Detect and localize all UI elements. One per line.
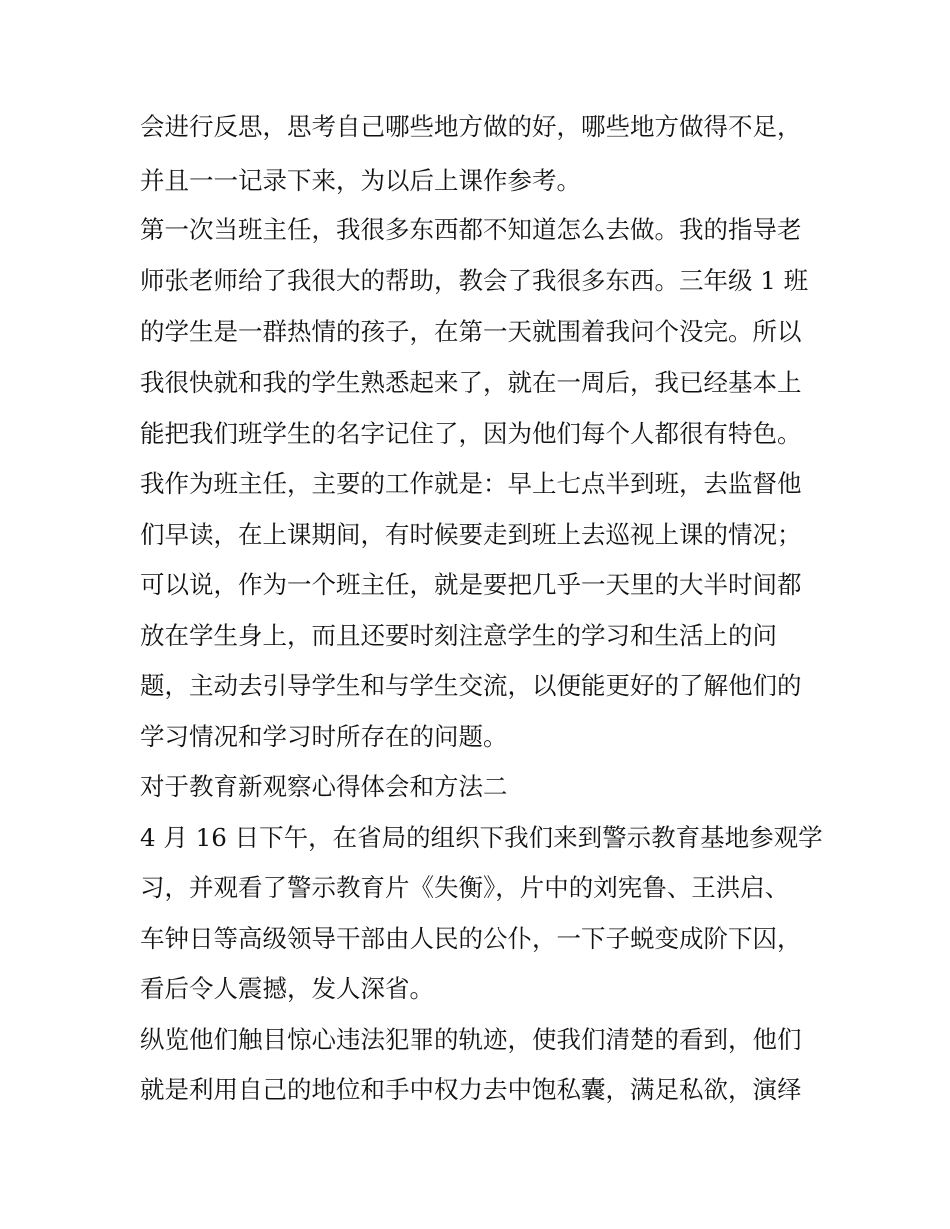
text-line: 会进行反思，思考自己哪些地方做的好，哪些地方做得不足， — [140, 112, 802, 141]
text-line: 放在学生身上，而且还要时刻注意学生的学习和生活上的问 — [140, 621, 777, 650]
text-line: 我很快就和我的学生熟悉起来了，就在一周后，我已经基本上 — [140, 368, 802, 397]
text-line: 车钟日等高级领导干部由人民的公仆，一下子蜕变成阶下囚， — [140, 924, 802, 953]
text-line: 学习情况和学习时所存在的问题。 — [140, 722, 508, 751]
text-line: 可以说，作为一个班主任，就是要把几乎一天里的大半时间都 — [140, 570, 802, 599]
text-line: 们早读，在上课期间，有时候要走到班上去巡视上课的情况； — [140, 520, 802, 549]
text-line: 4 月 16 日下午，在省局的组织下我们来到警示教育基地参观学 — [140, 823, 823, 852]
text-line: 纵览他们触目惊心违法犯罪的轨迹，使我们清楚的看到，他们 — [140, 1025, 802, 1054]
text-line: 就是利用自己的地位和手中权力去中饱私囊，满足私欲，演绎 — [140, 1075, 802, 1104]
text-line: 并且一一记录下来，为以后上课作参考。 — [140, 166, 581, 195]
text-line: 能把我们班学生的名字记住了，因为他们每个人都很有特色。 — [140, 419, 802, 448]
text-line: 师张老师给了我很大的帮助，教会了我很多东西。三年级 1 班 — [140, 266, 809, 295]
text-line: 我作为班主任，主要的工作就是：早上七点半到班，去监督他 — [140, 469, 802, 498]
text-line: 看后令人震撼，发人深省。 — [140, 974, 434, 1003]
text-line: 的学生是一群热情的孩子，在第一天就围着我问个没完。所以 — [140, 317, 802, 346]
text-line: 题，主动去引导学生和与学生交流，以便能更好的了解他们的 — [140, 671, 802, 700]
text-line: 第一次当班主任，我很多东西都不知道怎么去做。我的指导老 — [140, 215, 802, 244]
text-line: 习，并观看了警示教育片《失衡》，片中的刘宪鲁、王洪启、 — [140, 873, 790, 902]
section-heading: 对于教育新观察心得体会和方法二 — [140, 772, 508, 801]
